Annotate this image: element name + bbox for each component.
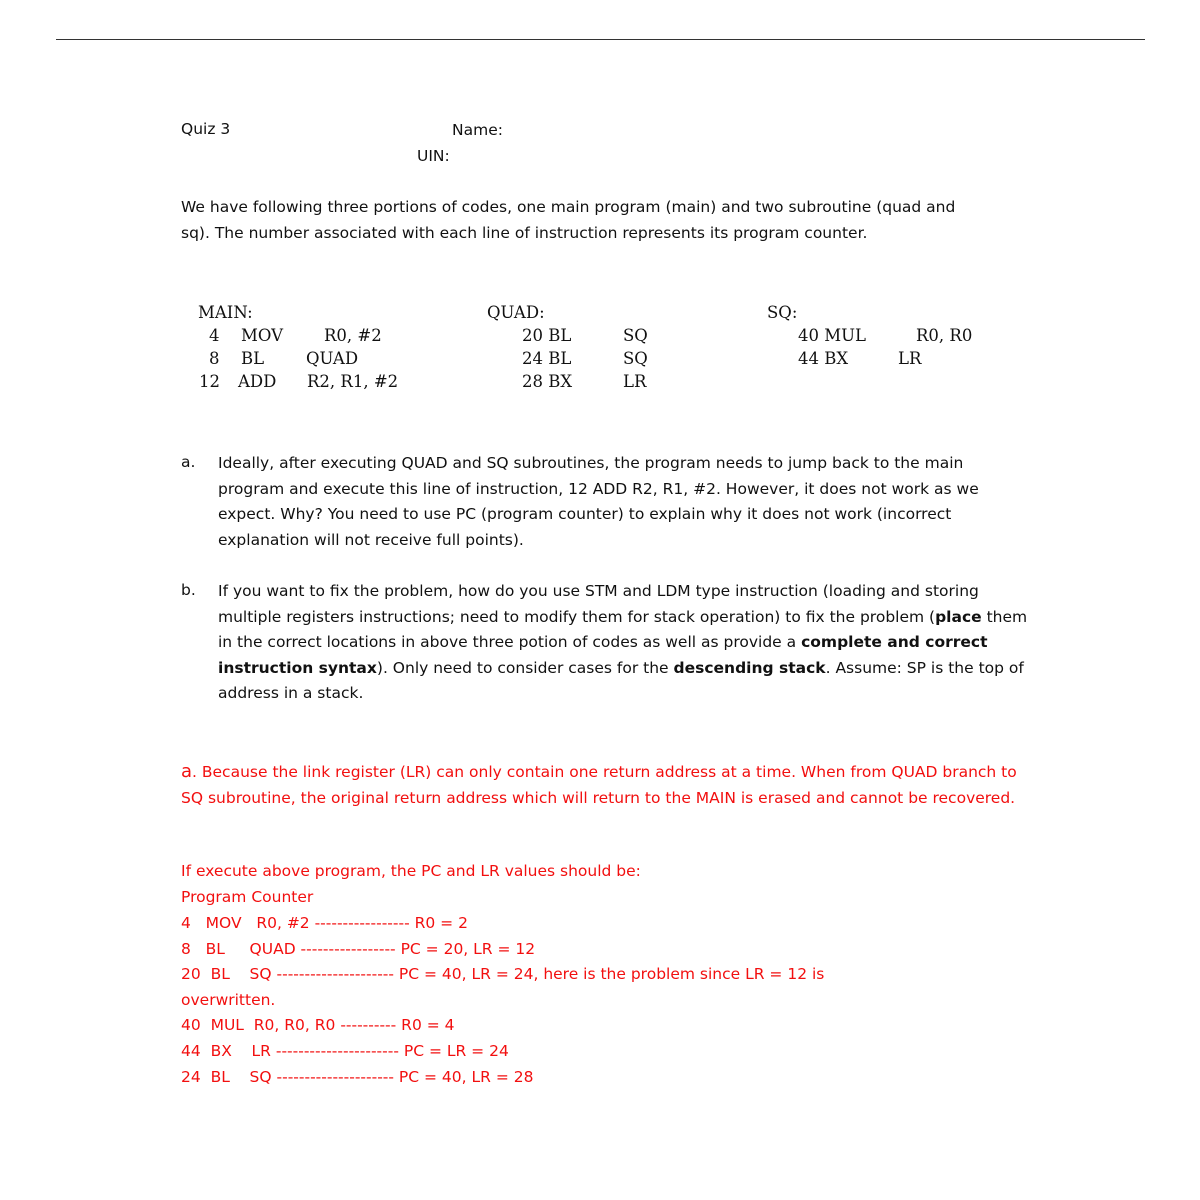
trace-line: 4 MOV R0, #2 ----------------- R0 = 2 [181,914,468,932]
sq-title: SQ: [767,303,798,322]
trace-line: 8 BL QUAD ----------------- PC = 20, LR = 12 [181,940,536,958]
quiz-title: Quiz 3 [181,120,231,138]
trace-line: 24 BL SQ --------------------- PC = 40, LR = 28 [181,1068,534,1086]
question-a-label: a. [181,453,196,471]
trace-line: 20 BL SQ --------------------- PC = 40, LR = 24, here is the problem since LR = 12 is [181,965,825,983]
answer-a-label: a [181,761,193,782]
trace-line: 44 BX LR ---------------------- PC = LR = 24 [181,1042,509,1060]
trace-line: overwritten. [181,991,276,1009]
intro-paragraph: We have following three portions of codes, one main program (main) and two subroutine (quad and sq). The number associated with each line of instruction represents its program counter. [181,198,956,242]
answer-a-paragraph: a. Because the link register (LR) can only contain one return address at a time. When from QUAD branch to SQ subroutine, the original return address which will return to the MAIN is erased and cannot be recovered. [181,761,1017,807]
question-a-text: Ideally, after executing QUAD and SQ subroutines, the program needs to jump back to the main program and execute this line of instruction, 12 ADD R2, R1, #2. However, it does not work as we expect. Why? You need to use PC (program counter) to explain why it does not work (incorrect explanation will not receive full points). [218,454,979,549]
name-label: Name: [452,121,503,139]
page-top-rule [56,39,1145,40]
main-title: MAIN: [198,303,253,322]
question-b-text: If you want to fix the problem, how do you use STM and LDM type instruction (loading and storing multiple registers instructions; need to modify them for stack operation) to fix the problem (place them in the correct locations in above three potion of codes as well as provide a complete and correct instruction syntax). Only need to consider cases for the descending stack. Assume: SP is the top of address in a stack. [218,582,1028,703]
question-b-label: b. [181,581,196,599]
uin-label: UIN: [417,147,450,165]
trace-line: 40 MUL R0, R0, R0 ---------- R0 = 4 [181,1016,455,1034]
quad-title: QUAD: [487,303,545,322]
execute-heading: If execute above program, the PC and LR values should be: [181,862,641,880]
pc-header: Program Counter [181,888,314,906]
